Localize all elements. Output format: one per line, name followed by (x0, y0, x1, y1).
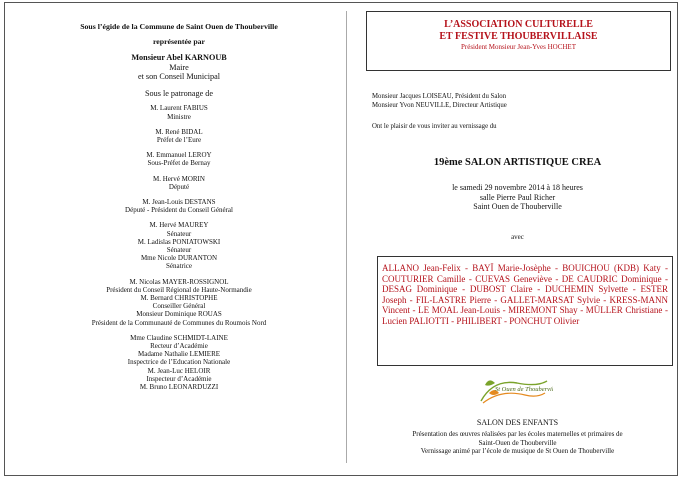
patron-line: Recteur d’Académie (150, 342, 208, 351)
association-header (366, 11, 671, 71)
patron-line: M. Bernard CHRISTOPHE (140, 294, 218, 303)
patron-group (9, 128, 349, 144)
patronage-header: Sous l’égide de la Commune de Saint Ouen de Thouberville (80, 22, 278, 31)
patron-line: Madame Nathalie LEMIERE (137, 350, 221, 359)
event-details (360, 183, 675, 212)
mayor-name: Monsieur Abel KARNOUB (131, 53, 227, 63)
patron-line: Mme Nicole DURANTON (140, 254, 218, 263)
patron-line: Inspecteur d’Académie (146, 374, 212, 383)
association-name-line2: ET FESTIVE THOUBERVILLAISE (439, 31, 598, 42)
patron-line: M. Hervé MAUREY (149, 221, 209, 230)
children-salon-line1: Présentation des œuvres réalisées par les écoles maternelles et primaires de (412, 430, 623, 438)
patron-line: Monsieur Dominique ROUAS (136, 310, 222, 319)
patron-line: Sous-Préfet de Bernay (147, 159, 211, 168)
patron-line: M. Hervé MORIN (153, 174, 205, 183)
patron-line: Député (168, 182, 190, 191)
organizers (372, 93, 507, 110)
organizer-president: Monsieur Jacques LOISEAU, Président du Salon (372, 93, 507, 100)
salon-title: 19ème SALON ARTISTIQUE CREA (433, 157, 602, 168)
patron-line: Sénateur (166, 246, 192, 255)
patron-line: M. Laurent FABIUS (150, 104, 208, 113)
patron-line: Ministre (167, 112, 191, 121)
patron-line: M. René BIDAL (155, 127, 203, 136)
patron-line: M. Jean-Louis DESTANS (142, 198, 216, 206)
patron-group (9, 198, 349, 214)
event-town: Saint Ouen de Thouberville (473, 202, 562, 212)
right-page (360, 11, 675, 473)
children-salon-description (360, 430, 675, 456)
patron-line: Sénateur (166, 229, 192, 238)
event-venue: salle Pierre Paul Richer (479, 192, 556, 202)
mayor-title: Maire (169, 62, 189, 72)
patron-group (9, 151, 349, 167)
patrons-list (9, 104, 349, 391)
patron-line: M. Bruno LEONARDUZZI (139, 383, 219, 392)
invite-text: Ont le plaisir de vous inviter au vernissage du (372, 123, 497, 130)
represented-by: représentée par (152, 36, 206, 46)
patron-group (9, 104, 349, 120)
association-name-line1: L’ASSOCIATION CULTURELLE (444, 19, 593, 30)
artists-list: ALLANO Jean-Felix - BAYÏ Marie-Josèphe - BOUICHOU (KDB) Katy - COUTURIER Camille - CUEVAS Geneviève - DE CAUDRIC Dominique - DESAG Dominique - DUBOST Claire - DUCHEMIN Sylvette - ESTER Joseph - FIL-LASTRE Pierre - GALLET-MARSAT Sylvie - KRESS-MANN Vincent - LE MOAL Jean-Louis - MIREMONT Shay - MÜLLER Christiane - Lucien PALIOTTI - PHILIBERT - PONCHUT Olivier (377, 256, 673, 366)
patron-group (9, 334, 349, 391)
mayor-council: et son Conseil Municipal (137, 72, 221, 82)
patron-line: M. Emmanuel LEROY (146, 151, 212, 160)
event-date: le samedi 29 novembre 2014 à 18 heures (452, 183, 583, 192)
patron-line: Inspectrice de l’Education Nationale (127, 358, 231, 367)
patron-line: M. Ladislas PONIATOWSKI (137, 237, 221, 246)
patron-group (9, 278, 349, 327)
patron-line: Mme Claudine SCHMIDT-LAINE (130, 333, 228, 342)
association-president: Président Monsieur Jean-Yves HOCHET (461, 43, 576, 51)
patron-line: Président de la Communauté de Communes du Roumois Nord (91, 318, 267, 327)
patronage-label: Sous le patronage de (145, 88, 213, 98)
children-salon-title: SALON DES ENFANTS (476, 418, 559, 427)
patron-line: M. Jean-Luc HELOIR (147, 366, 211, 375)
patron-line: Président du Conseil Régional de Haute-Normandie (106, 285, 252, 294)
children-salon-line2: Saint-Ouen de Thouberville (478, 438, 557, 447)
town-logo-graphic (473, 371, 553, 411)
children-salon-line3: Vernissage animé par l’école de musique de St Ouen de Thouberville (420, 447, 615, 456)
patron-group (9, 175, 349, 191)
page-fold (346, 11, 347, 463)
organizer-director: Monsieur Yvon NEUVILLE, Directeur Artistique (372, 101, 507, 109)
patron-line: Préfet de l’Eure (156, 135, 202, 144)
patron-line: M. Nicolas MAYER-ROSSIGNOL (129, 277, 229, 286)
patron-line: Sénatrice (165, 262, 193, 271)
avec-label: avec (511, 233, 524, 241)
patron-line: Député - Président du Conseil Général (125, 206, 233, 215)
patron-group (9, 221, 349, 270)
patron-line: Conseiller Général (152, 302, 206, 311)
invitation-sheet (4, 2, 678, 476)
town-logo (473, 371, 553, 411)
logo-text: St Ouen de Thouberville (495, 386, 553, 393)
left-page (9, 7, 349, 473)
